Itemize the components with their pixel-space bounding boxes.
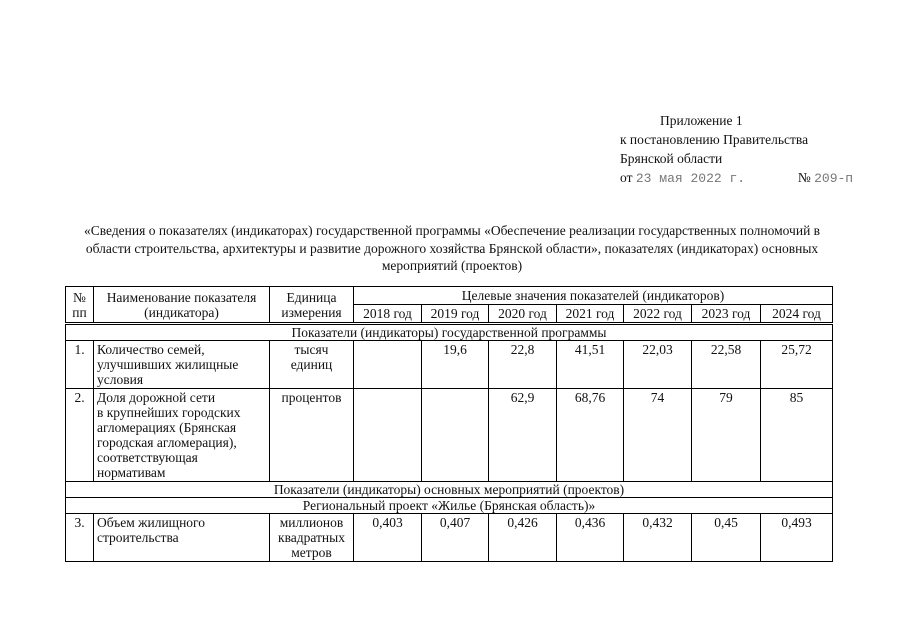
- value-cell: 74: [624, 389, 692, 482]
- section-row: [66, 482, 833, 498]
- value-cell: 0,45: [692, 514, 761, 562]
- table-row: [66, 389, 833, 482]
- value-cell: 41,51: [557, 341, 624, 389]
- value-cell: 68,76: [557, 389, 624, 482]
- table-row: [66, 514, 833, 562]
- value-cell: 0,436: [557, 514, 624, 562]
- value-cell: 62,9: [489, 389, 557, 482]
- value-cell: 22,58: [692, 341, 761, 389]
- value-cell: [422, 389, 489, 482]
- row-number: 3.: [66, 514, 94, 562]
- annex-title: Приложение 1: [660, 113, 743, 128]
- value-cell: 19,6: [422, 341, 489, 389]
- year-header: 2018 год: [354, 305, 422, 324]
- value-cell: 0,426: [489, 514, 557, 562]
- date-value: 23 мая 2022 г.: [635, 171, 746, 186]
- document-heading: «Сведения о показателях (индикаторах) государственной программы «Обеспечение реализации государственных полномочий в области строительства, архитектуры и развитие дорожного хозяйства Брянской области», показателях (индикаторах) основных мероприятий (проектов): [83, 223, 821, 273]
- date-prefix: от: [620, 170, 633, 185]
- col-name-header: Наименование показателя (индикатора): [94, 287, 270, 324]
- indicator-name: Объем жилищного строительства: [94, 514, 270, 562]
- year-header: 2019 год: [422, 305, 489, 324]
- value-cell: [354, 389, 422, 482]
- unit-cell: процентов: [270, 389, 354, 482]
- unit-cell: миллионов квадратных метров: [270, 514, 354, 562]
- annex-date-line: [620, 168, 853, 188]
- table-row: [66, 341, 833, 389]
- value-cell: 25,72: [761, 341, 833, 389]
- section-regional-project: Региональный проект «Жилье (Брянская область)»: [66, 498, 833, 514]
- value-cell: 0,407: [422, 514, 489, 562]
- annex-line-decree: к постановлению Правительства: [620, 132, 809, 147]
- value-cell: 79: [692, 389, 761, 482]
- header-row-1: [66, 287, 833, 305]
- year-header: 2023 год: [692, 305, 761, 324]
- unit-cell: тысяч единиц: [270, 341, 354, 389]
- row-number: 2.: [66, 389, 94, 482]
- value-cell: 0,432: [624, 514, 692, 562]
- col-unit-header: Единица измерения: [270, 287, 354, 324]
- year-header: 2020 год: [489, 305, 557, 324]
- year-header: 2022 год: [624, 305, 692, 324]
- value-cell: [354, 341, 422, 389]
- value-cell: 0,403: [354, 514, 422, 562]
- row-number: 1.: [66, 341, 94, 389]
- col-targets-header: Целевые значения показателей (индикаторов): [354, 287, 833, 305]
- indicators-table: [65, 286, 833, 562]
- section-state-program: Показатели (индикаторы) государственной программы: [66, 324, 833, 341]
- annex-block: [620, 111, 853, 188]
- annex-line-region: Брянской области: [620, 151, 723, 166]
- value-cell: 0,493: [761, 514, 833, 562]
- value-cell: 22,03: [624, 341, 692, 389]
- section-row: [66, 324, 833, 341]
- section-main-activities: Показатели (индикаторы) основных мероприятий (проектов): [66, 482, 833, 498]
- col-num-header: № пп: [66, 287, 94, 324]
- value-cell: 85: [761, 389, 833, 482]
- number-prefix: №: [797, 170, 811, 185]
- indicator-name: Доля дорожной сети в крупнейших городских агломерациях (Брянская городская агломерация), соответствующая нормативам: [94, 389, 270, 482]
- year-header: 2024 год: [761, 305, 833, 324]
- indicator-name: Количество семей, улучшивших жилищные условия: [94, 341, 270, 389]
- year-header: 2021 год: [557, 305, 624, 324]
- number-value: 209-п: [814, 171, 854, 186]
- section-row: [66, 498, 833, 514]
- value-cell: 22,8: [489, 341, 557, 389]
